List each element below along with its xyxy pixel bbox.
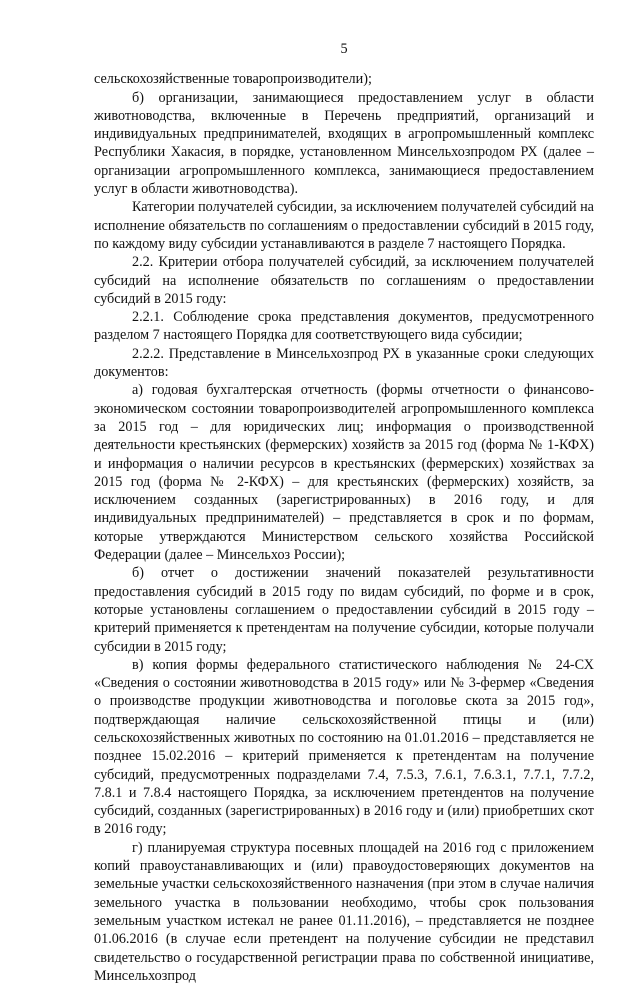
paragraph-producers: сельскохозяйственные товаропроизводители); (94, 71, 372, 88)
paragraph-categories: Категории получателей субсидии, за исключением получателей субсидий на исполнение обязательств по соглашениям о предоставлении субсидий в 2015 году, по каждому виду субсидии устанавливаются в разделе 7 настоящего Порядка. (94, 199, 594, 252)
paragraph-item-a-accounting: а) годовая бухгалтерская отчетность (формы отчетности о финансово-экономическом состоянии товаропроизводителей агропромышленного комплекса за 2015 год – для юридических лиц; информация о производственной деятельности крестьянских (фермерских) хозяйств за 2015 год (форма № 1-КФХ) и информация о наличии ресурсов в крестьянских (фермерских) хозяйствах за 2015 год (форма № 2-КФХ) – для крестьянских (фермерских) хозяйств, за исключением созданных (зарегистрированных) в 2016 году, и для индивидуальных предпринимателей) – представляется в срок и по формам, которые утверждаются Министерством сельского хозяйства Российской Федерации (далее – Минсельхоз России); (94, 382, 594, 564)
paragraph-item-b-organizations: б) организации, занимающиеся предоставлением услуг в области животноводства, включенные в Перечень предприятий, организаций и индивидуальных предпринимателей, входящих в агропромышленный комплекс Республики Хакасия, в порядке, установленном Минсельхозпродом РХ (далее – организации агропромышленного комплекса, занимающиеся предоставлением услуг в области животноводства). (94, 89, 594, 198)
paragraph-2-2-criteria: 2.2. Критерии отбора получателей субсидий, за исключением получателей субсидий на исполнение обязательств по соглашениям о предоставлении субсидий в 2015 году: (94, 254, 594, 307)
paragraph-2-2-2: 2.2.2. Представление в Минсельхозпрод РХ в указанные сроки следующих документов: (94, 345, 594, 381)
document-page (94, 40, 594, 985)
paragraph-item-v-statistics: в) копия формы федерального статистического наблюдения № 24-СХ «Сведения о состоянии животноводства в 2015 году» или № 3-фермер «Сведения о производстве продукции животноводства и поголовье скота за 2015 год», подтверждающая наличие сельскохозяйственной птицы и (или) сельскохозяйственных животных по состоянию на 01.01.2016 – представляется не позднее 15.02.2016 – критерий применяется к претендентам на получение субсидий, предусмотренных подразделами 7.4, 7.5.3, 7.6.1, 7.6.3.1, 7.7.1, 7.7.2, 7.8.1 и 7.8.4 настоящего Порядка, за исключением претендентов на получение субсидий, созданных (зарегистрированных) в 2016 году и (или) приобретших скот в 2016 году; (94, 656, 594, 838)
page-number: 5 (340, 41, 348, 57)
paragraph-item-g-sowing: г) планируемая структура посевных площадей на 2016 год с приложением копий правоустанавливающих и (или) правоудостоверяющих документов на земельные участки сельскохозяйственного назначения (при этом в случае наличия земельного участка в пользовании необходимо, чтобы срок пользования земельным участком истекал не ранее 01.11.2016), – представляется не позднее 01.06.2016 (в случае если претендент на получение субсидии не представил свидетельство о государственной регистрации права по собственной инициативе, Минсельхозпрод (94, 839, 594, 984)
paragraph-item-b-report: б) отчет о достижении значений показателей результативности предоставления субсидий в 2015 году по видам субсидий, по форме и в срок, которые установлены соглашением о предоставлении субсидий в 2015 году – критерий применяется к претендентам на получение субсидии, которые получали субсидии в 2015 году; (94, 565, 594, 655)
paragraph-2-2-1: 2.2.1. Соблюдение срока представления документов, предусмотренного разделом 7 настоящего Порядка для соответствующего вида субсидии; (94, 309, 594, 344)
